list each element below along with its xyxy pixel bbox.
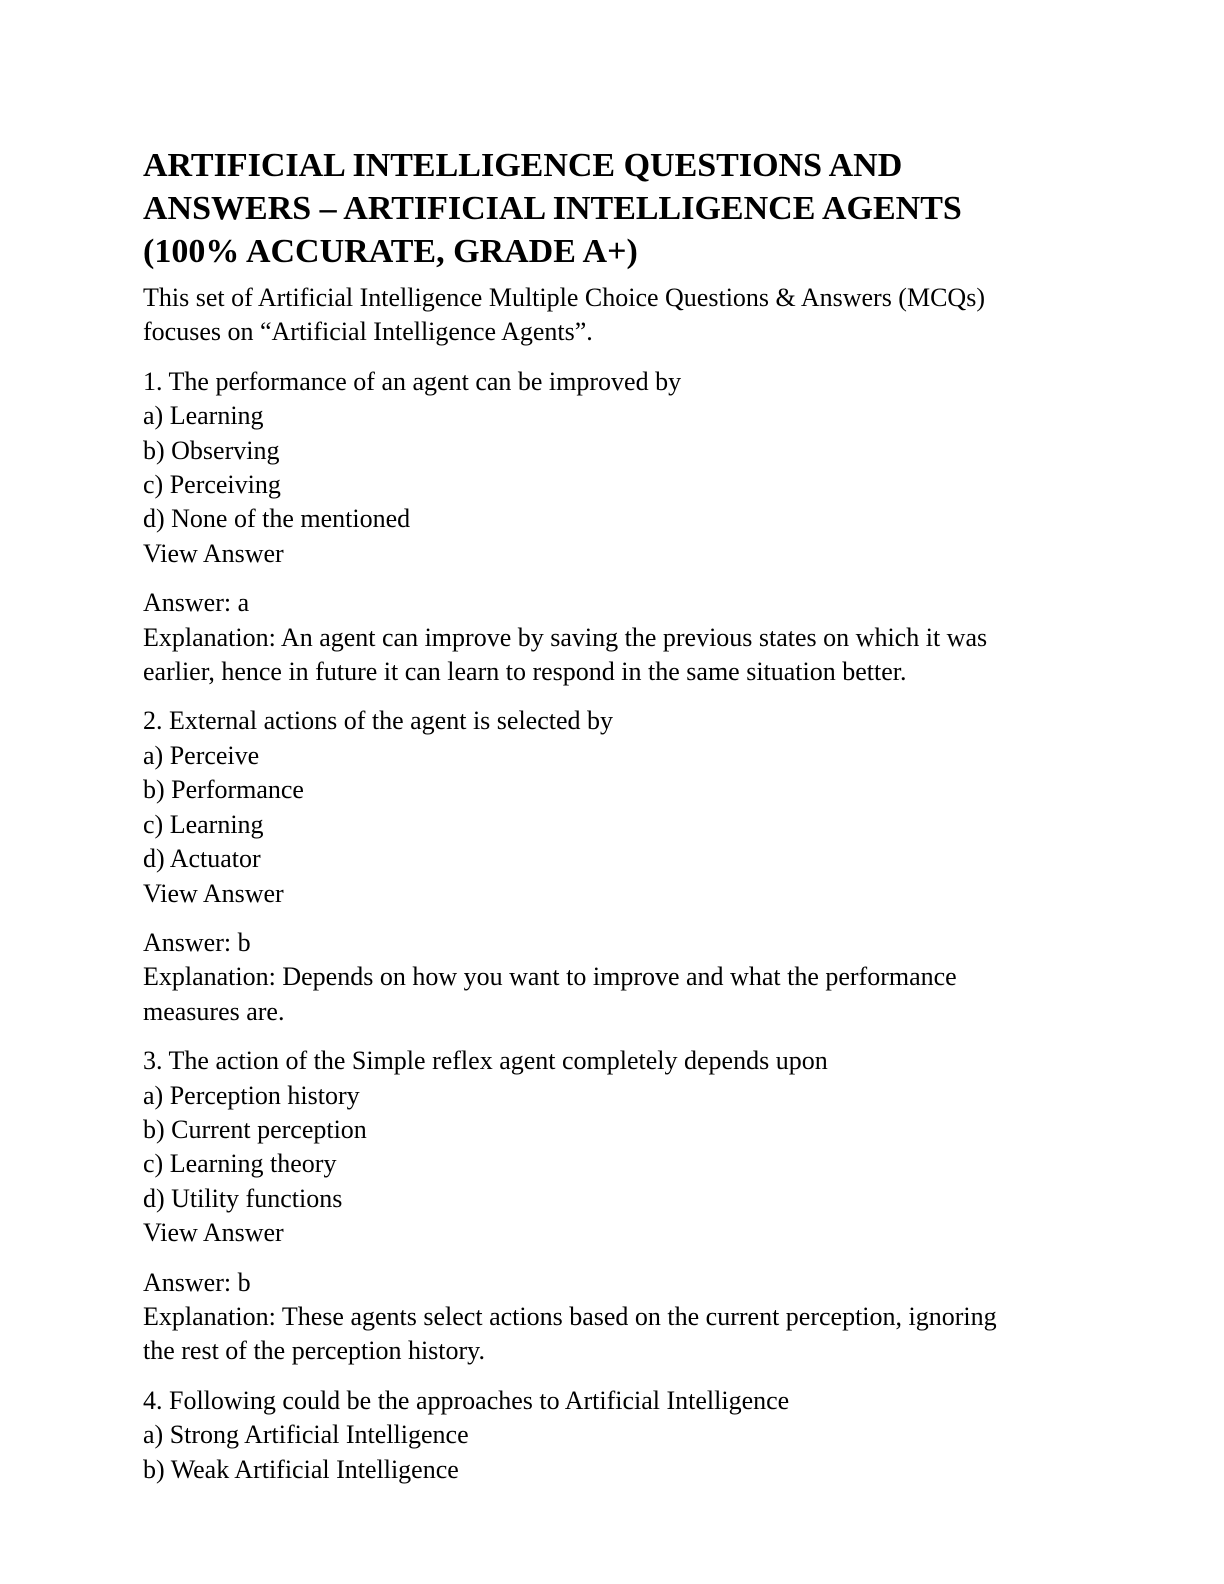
option-d: d) Utility functions [143,1183,343,1213]
answer-text: Answer: b [143,1267,251,1297]
intro-line: focuses on “Artificial Intelligence Agents”. [143,317,593,347]
answer-text: Answer: b [143,927,251,957]
explanation-line: Explanation: Depends on how you want to improve and what the performance [143,962,957,992]
view-answer-link[interactable]: View Answer [143,1218,284,1248]
view-answer-link[interactable]: View Answer [143,878,284,908]
question-text: 4. Following could be the approaches to Artificial Intelligence [143,1385,790,1415]
question-3 [143,1044,1083,1250]
title-line: ANSWERS – ARTIFICIAL INTELLIGENCE AGENTS [143,190,962,227]
option-d: d) None of the mentioned [143,504,411,534]
answer-text: Answer: a [143,588,250,618]
option-b: b) Observing [143,435,280,465]
answer-3 [143,1266,1083,1369]
option-d: d) Actuator [143,844,261,874]
option-b: b) Current perception [143,1114,367,1144]
explanation-line: earlier, hence in future it can learn to respond in the same situation better. [143,657,907,687]
option-c: c) Learning [143,809,264,839]
option-b: b) Performance [143,775,304,805]
question-1 [143,365,1083,571]
title-line: (100% ACCURATE, GRADE A+) [143,233,638,270]
option-a: a) Perception history [143,1080,360,1110]
explanation-line: Explanation: These agents select actions based on the current perception, ignoring [143,1301,997,1331]
explanation-line: the rest of the perception history. [143,1336,485,1366]
explanation-line: measures are. [143,996,285,1026]
option-a: a) Learning [143,401,264,431]
question-text: 3. The action of the Simple reflex agent completely depends upon [143,1046,828,1076]
intro-paragraph [143,281,1083,350]
answer-2 [143,926,1083,1029]
option-c: c) Learning theory [143,1149,337,1179]
view-answer-link[interactable]: View Answer [143,538,284,568]
question-2 [143,704,1083,910]
question-text: 1. The performance of an agent can be improved by [143,366,682,396]
intro-line: This set of Artificial Intelligence Multiple Choice Questions & Answers (MCQs) [143,283,985,312]
option-a: a) Perceive [143,740,260,770]
explanation-line: Explanation: An agent can improve by saving the previous states on which it was [143,622,988,652]
question-4 [143,1384,1083,1487]
option-a: a) Strong Artificial Intelligence [143,1420,469,1450]
document-title [143,144,1083,273]
title-line: ARTIFICIAL INTELLIGENCE QUESTIONS AND [143,147,903,184]
option-b: b) Weak Artificial Intelligence [143,1454,459,1484]
question-text: 2. External actions of the agent is selected by [143,706,614,736]
document-page [143,144,1083,1502]
option-c: c) Perceiving [143,470,281,500]
answer-1 [143,586,1083,689]
